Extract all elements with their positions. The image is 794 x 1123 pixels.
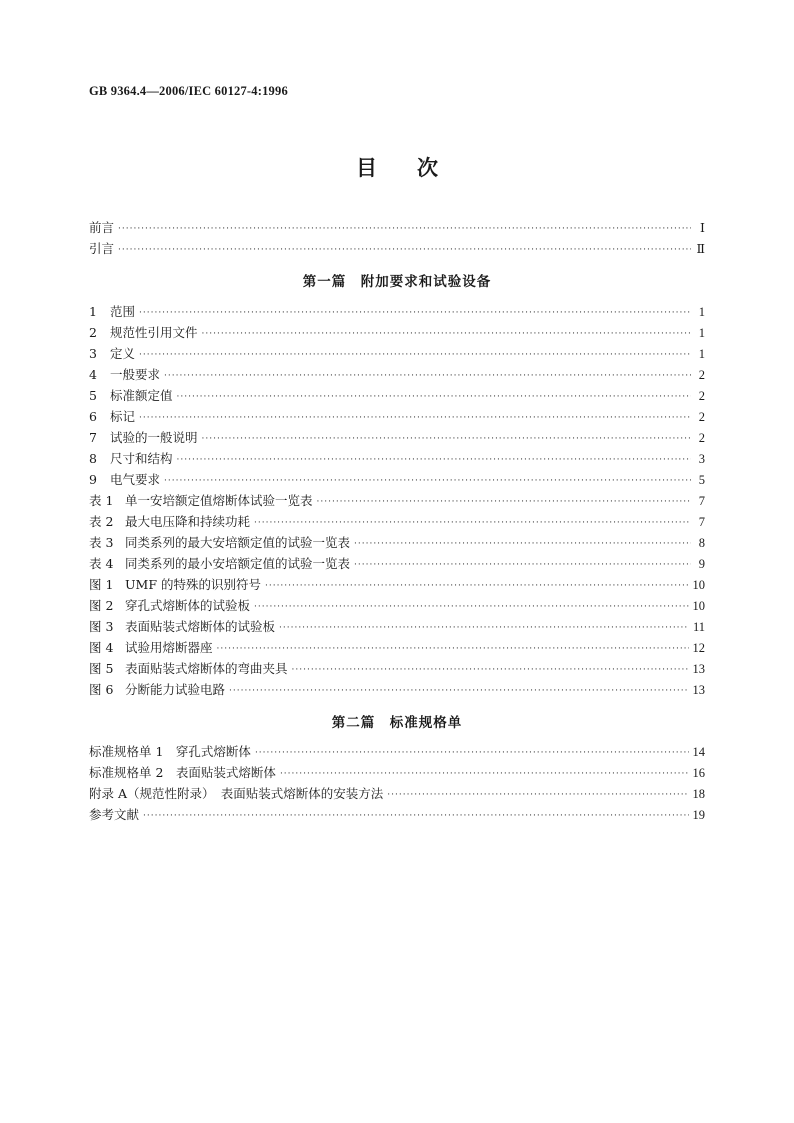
toc-entry-number: 表 2 bbox=[89, 514, 114, 529]
toc-entry-page: 3 bbox=[698, 452, 705, 466]
toc-entry-number: 图 2 bbox=[89, 598, 114, 613]
toc-entry-number: 表 1 bbox=[89, 493, 114, 508]
toc-entry-page: 16 bbox=[692, 766, 705, 780]
toc-entry-page: 2 bbox=[698, 431, 705, 445]
toc-entry-page: 7 bbox=[698, 494, 705, 508]
toc-entry-figure[interactable] bbox=[89, 574, 705, 595]
toc-entry-number: 图 1 bbox=[89, 577, 114, 592]
toc-entry[interactable] bbox=[89, 301, 705, 322]
toc-entry-table[interactable] bbox=[89, 511, 705, 532]
toc-entry-page: 11 bbox=[692, 620, 705, 634]
leader-dots bbox=[139, 303, 691, 324]
leader-dots bbox=[217, 639, 689, 660]
toc-entry[interactable] bbox=[89, 427, 705, 448]
toc-entry-number: 图 3 bbox=[89, 619, 114, 634]
leader-dots bbox=[254, 513, 691, 534]
toc-entry-introduction[interactable] bbox=[89, 238, 705, 259]
toc-front bbox=[89, 217, 705, 259]
toc-entry-label: 同类系列的最大安培额定值的试验一览表 bbox=[125, 535, 351, 550]
toc-entry[interactable] bbox=[89, 322, 705, 343]
toc-entry-label: 电气要求 bbox=[110, 472, 161, 487]
toc-entry-number: 4 bbox=[89, 367, 97, 382]
toc-entry-label: 范围 bbox=[110, 304, 136, 319]
leader-dots bbox=[118, 240, 691, 261]
toc-entry-page: 13 bbox=[692, 683, 705, 697]
leader-dots bbox=[317, 492, 691, 513]
leader-dots bbox=[354, 555, 691, 576]
leader-dots bbox=[177, 387, 691, 408]
toc-entry-page: 1 bbox=[698, 347, 705, 361]
toc-entry[interactable] bbox=[89, 385, 705, 406]
leader-dots bbox=[229, 681, 688, 702]
toc-entry-foreword[interactable] bbox=[89, 217, 705, 238]
toc-entry-number: 6 bbox=[89, 409, 97, 424]
toc-entry-page: 2 bbox=[698, 410, 705, 424]
toc-entry-number: 8 bbox=[89, 451, 97, 466]
toc-entry-page: 5 bbox=[698, 473, 705, 487]
toc-entry-label: 前言 bbox=[89, 220, 115, 235]
toc-entry-number: 2 bbox=[89, 325, 97, 340]
toc-entry-label: 单一安培额定值熔断体试验一览表 bbox=[125, 493, 313, 508]
toc-entry-label: 标准规格单 2 表面贴装式熔断体 bbox=[89, 765, 276, 780]
toc-entry-number: 表 3 bbox=[89, 535, 114, 550]
toc-entry-label: UMF 的特殊的识别符号 bbox=[125, 577, 261, 592]
leader-dots bbox=[265, 576, 689, 597]
part2-heading: 第二篇 标准规格单 bbox=[331, 715, 463, 731]
leader-dots bbox=[177, 450, 691, 471]
toc-entry-table[interactable] bbox=[89, 490, 705, 511]
toc-entry-label: 穿孔式熔断体的试验板 bbox=[125, 598, 251, 613]
toc-entry-figure[interactable] bbox=[89, 595, 705, 616]
leader-dots bbox=[279, 618, 689, 639]
toc-entry-label: 表面贴装式熔断体的试验板 bbox=[125, 619, 276, 634]
leader-dots bbox=[139, 408, 691, 429]
toc-entry-number: 表 4 bbox=[89, 556, 114, 571]
leader-dots bbox=[118, 219, 691, 240]
toc-entry-label: 表面贴装式熔断体的弯曲夹具 bbox=[125, 661, 288, 676]
toc-entry-page: 10 bbox=[692, 599, 705, 613]
leader-dots bbox=[139, 345, 691, 366]
part1-heading: 第一篇 附加要求和试验设备 bbox=[302, 274, 492, 290]
toc-entry[interactable] bbox=[89, 448, 705, 469]
toc-entry-label: 一般要求 bbox=[110, 367, 161, 382]
toc-entry-table[interactable] bbox=[89, 532, 705, 553]
toc-entry-page: 10 bbox=[692, 578, 705, 592]
toc-entry-annex[interactable] bbox=[89, 783, 705, 804]
leader-dots bbox=[292, 660, 689, 681]
toc-entry-page: 1 bbox=[698, 326, 705, 340]
toc-entry-page: 18 bbox=[692, 787, 705, 801]
leader-dots bbox=[202, 324, 691, 345]
toc-entry[interactable] bbox=[89, 469, 705, 490]
toc-entry-page: 8 bbox=[698, 536, 705, 550]
leader-dots bbox=[280, 764, 689, 785]
standard-code: GB 9364.4—2006/IEC 60127-4:1996 bbox=[89, 84, 288, 98]
toc-entry-label: 试验用熔断器座 bbox=[125, 640, 213, 655]
toc-entry-label: 定义 bbox=[110, 346, 136, 361]
toc-entry-page: 2 bbox=[698, 368, 705, 382]
toc-entry-label: 同类系列的最小安培额定值的试验一览表 bbox=[125, 556, 351, 571]
toc-entry-page: Ⅰ bbox=[700, 221, 705, 235]
toc-entry-number: 图 5 bbox=[89, 661, 114, 676]
toc-entry-number: 7 bbox=[89, 430, 97, 445]
toc-entry-figure[interactable] bbox=[89, 616, 705, 637]
leader-dots bbox=[202, 429, 691, 450]
toc-entry-label: 试验的一般说明 bbox=[110, 430, 198, 445]
toc-entry-page: 13 bbox=[692, 662, 705, 676]
toc-entry[interactable] bbox=[89, 406, 705, 427]
toc-entry-label: 标准规格单 1 穿孔式熔断体 bbox=[89, 744, 251, 759]
toc-part2 bbox=[89, 741, 705, 825]
page-title: 目次 bbox=[356, 155, 478, 180]
toc-entry-page: 1 bbox=[698, 305, 705, 319]
leader-dots bbox=[164, 366, 691, 387]
toc-entry-label: 标准额定值 bbox=[110, 388, 173, 403]
toc-entry[interactable] bbox=[89, 741, 705, 762]
leader-dots bbox=[354, 534, 691, 555]
toc-entry-number: 图 6 bbox=[89, 682, 114, 697]
toc-entry-label: 分断能力试验电路 bbox=[125, 682, 226, 697]
toc-entry-label: 参考文献 bbox=[89, 807, 140, 822]
toc-part1 bbox=[89, 301, 705, 700]
toc-entry-figure[interactable] bbox=[89, 679, 705, 700]
toc-entry-page: Ⅱ bbox=[696, 242, 705, 256]
toc-entry-table[interactable] bbox=[89, 553, 705, 574]
toc-entry-number: 5 bbox=[89, 388, 97, 403]
leader-dots bbox=[255, 743, 689, 764]
toc-entry-label: 附录 A（规范性附录） 表面贴装式熔断体的安装方法 bbox=[89, 786, 384, 801]
toc-entry-page: 7 bbox=[698, 515, 705, 529]
toc-entry-number: 图 4 bbox=[89, 640, 114, 655]
toc-entry[interactable] bbox=[89, 343, 705, 364]
toc-entry-figure[interactable] bbox=[89, 658, 705, 679]
toc-entry-page: 12 bbox=[692, 641, 705, 655]
toc-entry-page: 2 bbox=[698, 389, 705, 403]
leader-dots bbox=[254, 597, 688, 618]
toc-entry[interactable] bbox=[89, 762, 705, 783]
leader-dots bbox=[387, 785, 688, 806]
toc-entry-label: 标记 bbox=[110, 409, 136, 424]
toc-entry-bibliography[interactable] bbox=[89, 804, 705, 825]
toc-entry-page: 9 bbox=[698, 557, 705, 571]
leader-dots bbox=[143, 806, 688, 827]
toc-entry-number: 3 bbox=[89, 346, 97, 361]
toc-entry-label: 尺寸和结构 bbox=[110, 451, 173, 466]
toc-entry-number: 1 bbox=[89, 304, 97, 319]
toc-entry[interactable] bbox=[89, 364, 705, 385]
toc-entry-number: 9 bbox=[89, 472, 97, 487]
toc-entry-figure[interactable] bbox=[89, 637, 705, 658]
leader-dots bbox=[164, 471, 691, 492]
toc-entry-label: 引言 bbox=[89, 241, 115, 256]
toc-entry-page: 14 bbox=[692, 745, 705, 759]
toc-entry-page: 19 bbox=[692, 808, 705, 822]
toc-entry-label: 最大电压降和持续功耗 bbox=[125, 514, 251, 529]
toc-entry-label: 规范性引用文件 bbox=[110, 325, 198, 340]
